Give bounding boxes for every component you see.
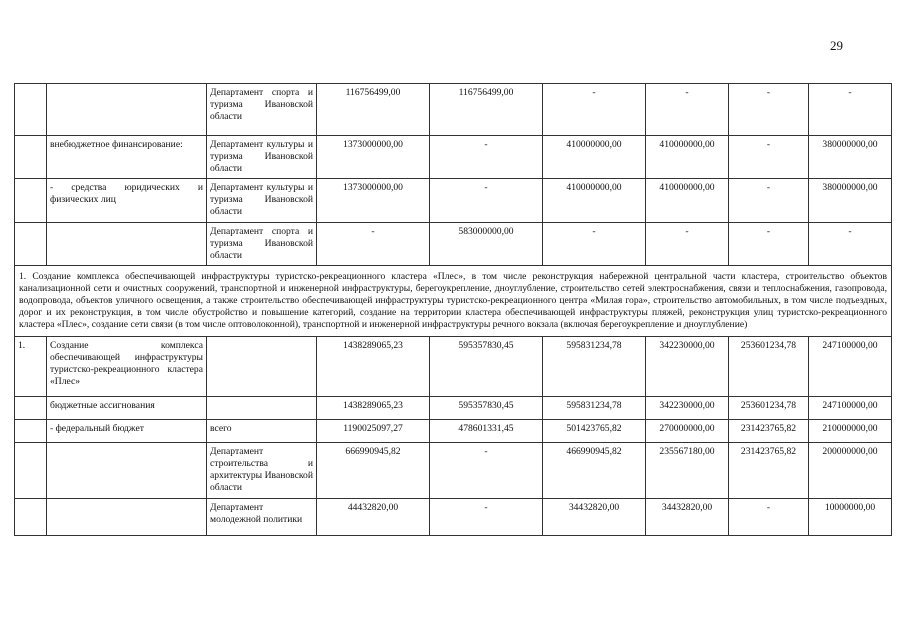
executor-cell: Департамент спорта и туризма Ивановской области [207,84,317,136]
amount-cell: 595831234,78 [543,397,646,420]
amount-cell: 466990945,82 [543,443,646,499]
amount-cell: 247100000,00 [809,337,892,397]
amount-cell: 116756499,00 [317,84,430,136]
amount-cell: 253601234,78 [729,337,809,397]
table-row [15,499,892,536]
amount-cell: - [729,136,809,179]
amount-cell: - [646,84,729,136]
executor-cell [207,397,317,420]
amount-cell: 210000000,00 [809,420,892,443]
amount-cell: - [809,84,892,136]
amount-cell: 595357830,45 [430,397,543,420]
amount-cell: - [809,223,892,266]
amount-cell: - [430,499,543,536]
amount-cell: 10000000,00 [809,499,892,536]
amount-cell: - [430,443,543,499]
amount-cell: - [543,223,646,266]
amount-cell: 380000000,00 [809,136,892,179]
table-row [15,84,892,136]
item-name-cell: бюджетные ассигнования [47,397,207,420]
amount-cell: 595357830,45 [430,337,543,397]
amount-cell: 1438289065,23 [317,397,430,420]
executor-cell [207,337,317,397]
amount-cell: 235567180,00 [646,443,729,499]
amount-cell: - [430,179,543,223]
amount-cell: 478601331,45 [430,420,543,443]
amount-cell: - [646,223,729,266]
executor-cell: Департамент спорта и туризма Ивановской области [207,223,317,266]
amount-cell: 231423765,82 [729,420,809,443]
table-row [15,136,892,179]
row-number-cell [15,420,47,443]
amount-cell: 200000000,00 [809,443,892,499]
executor-cell: Департамент строительства и архитектуры Ивановской области [207,443,317,499]
amount-cell: 666990945,82 [317,443,430,499]
amount-cell: 342230000,00 [646,397,729,420]
page-number: 29 [830,38,843,53]
amount-cell: 270000000,00 [646,420,729,443]
amount-cell: 247100000,00 [809,397,892,420]
row-number-cell: 1. [15,337,47,397]
amount-cell: 410000000,00 [646,179,729,223]
item-name-cell: Создание комплекса обеспечивающей инфраструктуры туристско-рекреационного кластера «Плес» [47,337,207,397]
amount-cell: 253601234,78 [729,397,809,420]
item-name-cell: внебюджетное финансирование: [47,136,207,179]
amount-cell: 116756499,00 [430,84,543,136]
row-number-cell [15,499,47,536]
row-number-cell [15,136,47,179]
row-number-cell [15,84,47,136]
amount-cell: 501423765,82 [543,420,646,443]
table-row [15,179,892,223]
executor-cell: Департамент молодежной политики [207,499,317,536]
amount-cell: - [729,84,809,136]
table-row [15,337,892,397]
table-row [15,420,892,443]
amount-cell: - [729,499,809,536]
executor-cell: всего [207,420,317,443]
row-number-cell [15,223,47,266]
row-number-cell [15,397,47,420]
amount-cell: 1190025097,27 [317,420,430,443]
budget-table [14,83,892,536]
amount-cell: 1438289065,23 [317,337,430,397]
amount-cell: - [430,136,543,179]
item-name-cell [47,223,207,266]
item-name-cell: - средства юридических и физических лиц [47,179,207,223]
table-row [15,443,892,499]
amount-cell: - [729,223,809,266]
executor-cell: Департамент культуры и туризма Ивановской области [207,179,317,223]
executor-cell: Департамент культуры и туризма Ивановской области [207,136,317,179]
amount-cell: 34432820,00 [543,499,646,536]
section-description: 1. Создание комплекса обеспечивающей инфраструктуры туристско-рекреационного кластера «Плес», в том числе реконструкция набережной центральной части кластера, строительство объектов канализационной сети и очистных сооружений, транспортной и инженерной инфраструктуры, берегоукрепление, дноуглубление, строительство сетей электроснабжения, связи и теплоснабжения, газопровода, водопровода, объектов уличного освещения, а также строительство обеспечивающей инфраструктуры туристско-рекреационного центра «Милая гора», строительство автомобильных, в том числе подъездных, дорог и их реконструкция, в том числе обустройство и повышение категорий, создание на территории кластера обеспечивающей инфраструктуры пляжей, реконструкция улиц туристско-рекреационного кластера «Плес», создание сети связи (в том числе оптоволоконной), транспортной и инженерной инфраструктуры речного вокзала (включая берегоукрепление и дноуглубление) [15,266,892,337]
amount-cell: 583000000,00 [430,223,543,266]
amount-cell: 410000000,00 [646,136,729,179]
amount-cell: 1373000000,00 [317,136,430,179]
table-row [15,397,892,420]
table-row [15,223,892,266]
amount-cell: 380000000,00 [809,179,892,223]
amount-cell: 595831234,78 [543,337,646,397]
amount-cell: - [729,179,809,223]
item-name-cell: - федеральный бюджет [47,420,207,443]
row-number-cell [15,443,47,499]
section-header-row [15,266,892,337]
amount-cell: - [543,84,646,136]
row-number-cell [15,179,47,223]
item-name-cell [47,84,207,136]
amount-cell: 231423765,82 [729,443,809,499]
amount-cell: 1373000000,00 [317,179,430,223]
item-name-cell [47,499,207,536]
amount-cell: 44432820,00 [317,499,430,536]
amount-cell: 34432820,00 [646,499,729,536]
amount-cell: 410000000,00 [543,136,646,179]
amount-cell: - [317,223,430,266]
item-name-cell [47,443,207,499]
amount-cell: 410000000,00 [543,179,646,223]
amount-cell: 342230000,00 [646,337,729,397]
